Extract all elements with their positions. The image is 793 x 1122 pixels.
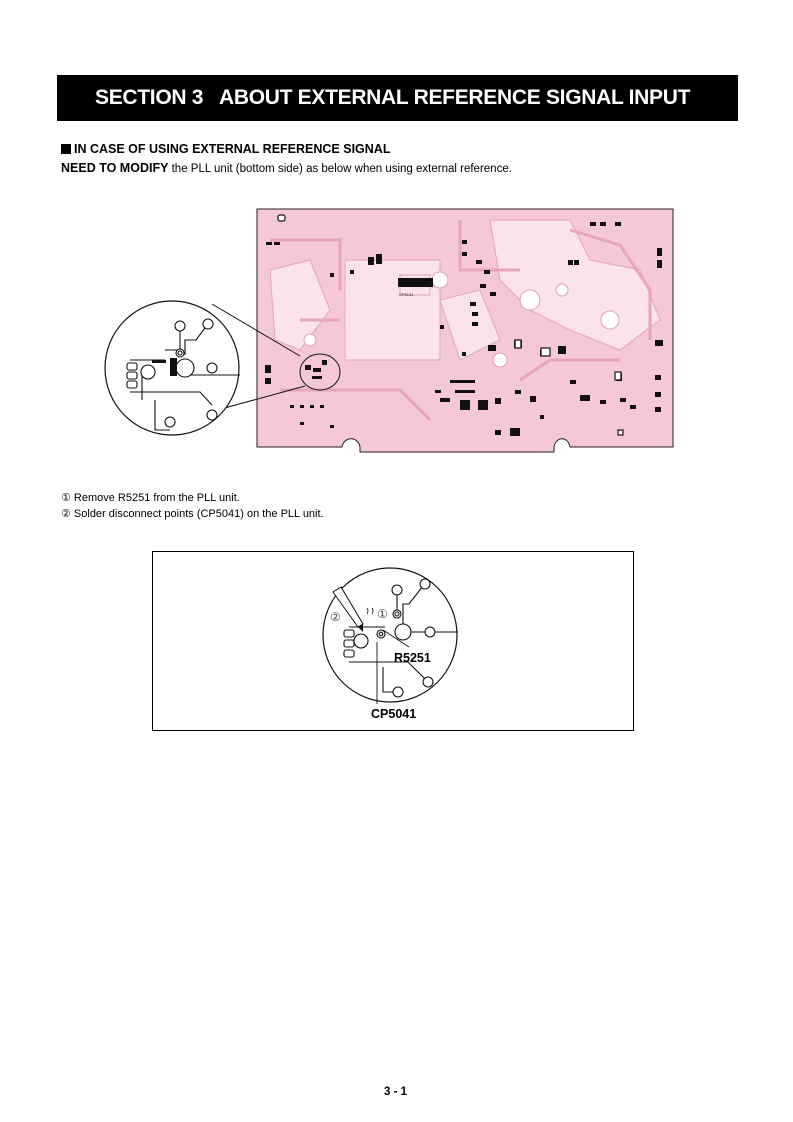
step-2: ② Solder disconnect points (CP5041) on the PLL unit.	[61, 508, 324, 520]
section-header-bar	[57, 75, 738, 121]
square-bullet-icon	[61, 144, 71, 154]
marker-2: ②	[330, 610, 341, 624]
modification-detail-box	[152, 551, 634, 731]
section-title: SECTION 3 ABOUT EXTERNAL REFERENCE SIGNAL INPUT	[95, 86, 691, 109]
cp5041-label: CP5041	[371, 707, 417, 721]
pcb-part-label: CP5131	[399, 292, 414, 297]
intro-bold: NEED TO MODIFY	[61, 161, 169, 175]
modification-detail-drawing	[153, 552, 633, 730]
cp5041-point	[152, 360, 166, 363]
subheading	[61, 142, 390, 156]
step-1: ① Remove R5251 from the PLL unit.	[61, 492, 240, 504]
intro-rest: the PLL unit (bottom side) as below when using external reference.	[168, 163, 512, 175]
r5251-resistor	[170, 358, 177, 376]
marker-1: ①	[377, 607, 388, 621]
pcb-bottom-view-figure	[100, 200, 680, 460]
subheading-text: IN CASE OF USING EXTERNAL REFERENCE SIGNAL	[74, 142, 391, 156]
intro-paragraph	[61, 161, 512, 175]
page-number: 3 - 1	[384, 1086, 408, 1098]
r5251-label: R5251	[394, 651, 431, 665]
instruction-steps	[61, 490, 324, 522]
